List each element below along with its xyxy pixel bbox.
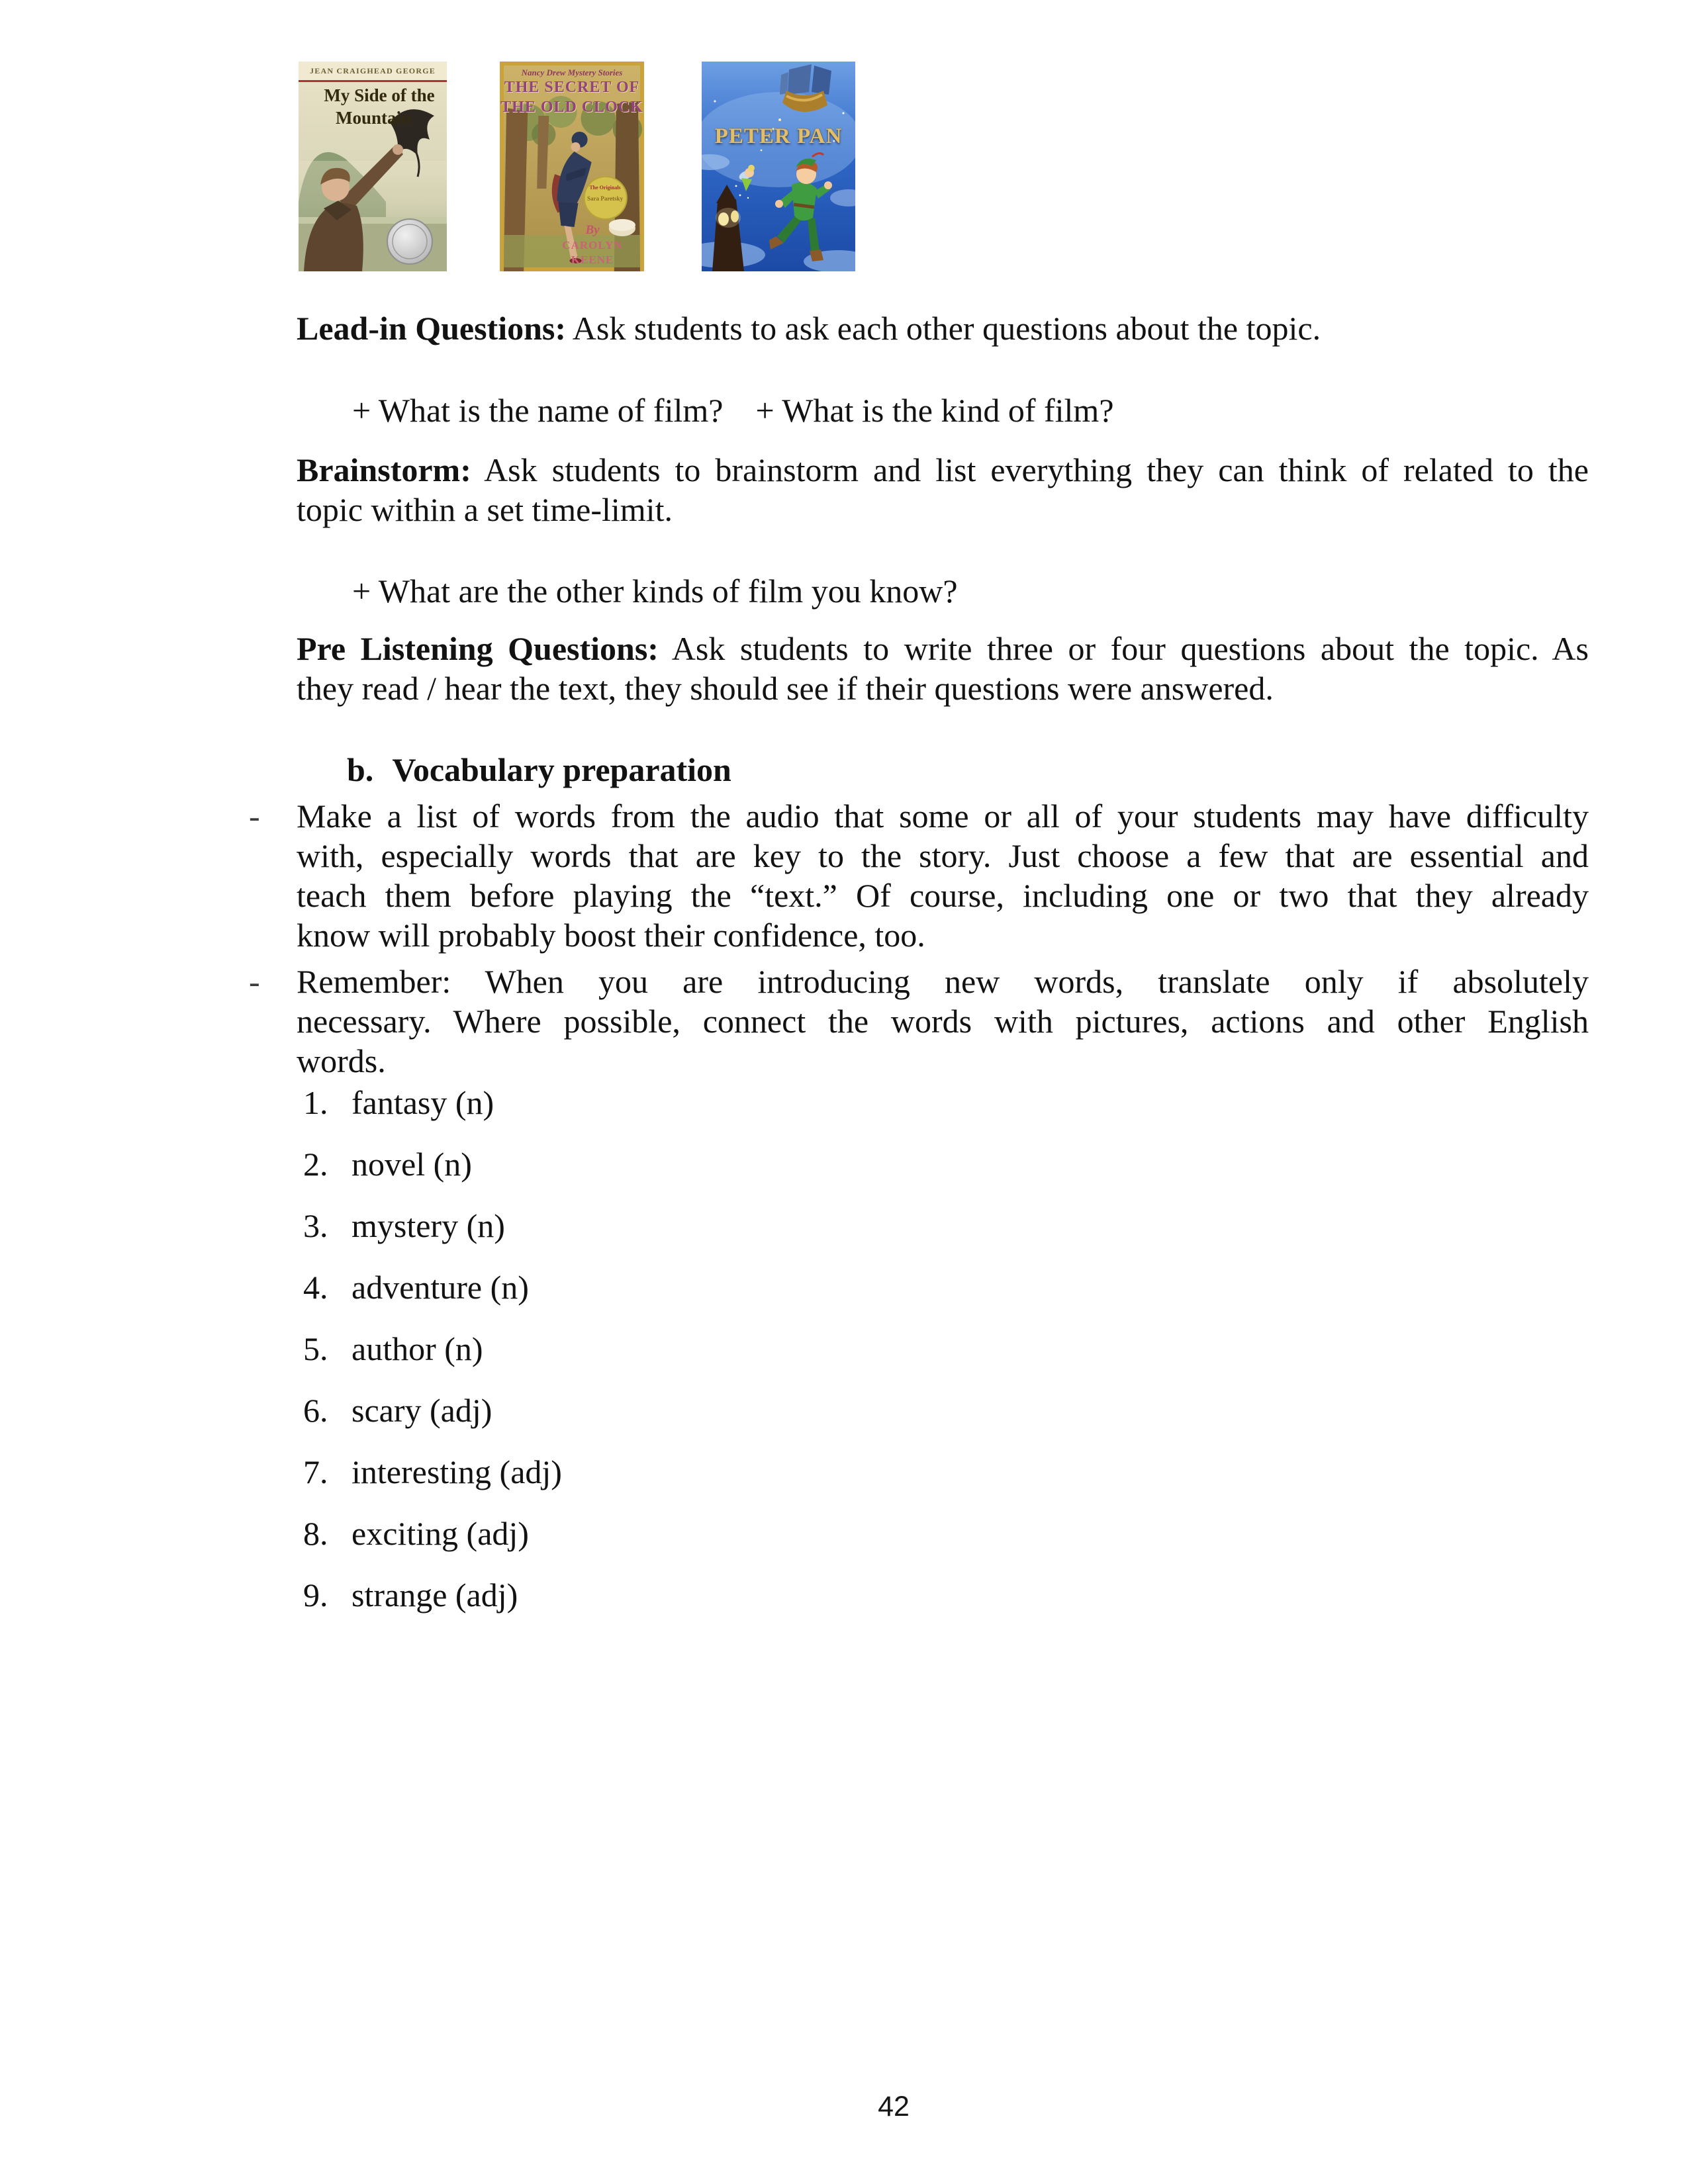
question-other-kinds: [297, 571, 1644, 611]
vocab-item-scary: [297, 1390, 1589, 1430]
lead-in-paragraph: [297, 308, 1589, 348]
vocab-item-strange: [297, 1575, 1589, 1615]
pre-listening-line1-text: Ask students to write three or four questions about the topic. As: [658, 630, 1589, 667]
cover2-author-line1: CAROLYN: [562, 239, 623, 251]
brainstorm-line2: topic within a set time-limit.: [297, 491, 673, 528]
cover1-title-line2: Mountain: [336, 108, 412, 128]
question-name-of-film: + What is the name of film?: [352, 392, 724, 429]
poster-illustration-peter-pan: [702, 62, 855, 271]
dash-bullet: -: [249, 797, 260, 835]
vocab-item-fantasy: [297, 1083, 1589, 1122]
book-cover-my-side-of-the-mountain: [299, 62, 447, 271]
question-other-kinds-text: + What are the other kinds of film you know?: [352, 572, 958, 610]
cover2-title-line1: THE SECRET OF: [504, 79, 640, 96]
brainstorm-paragraph: [297, 450, 1589, 529]
vocab-item-adventure: [297, 1267, 1589, 1307]
vocab-item-exciting: [297, 1514, 1589, 1553]
pre-listening-paragraph: [297, 629, 1589, 708]
question-kind-of-film: + What is the kind of film?: [755, 392, 1114, 429]
cover2-badge-line2: Sara Paretsky: [586, 195, 624, 202]
item-number: 9.: [303, 1576, 328, 1614]
item-number: 6.: [303, 1392, 328, 1429]
item-number: 3.: [303, 1207, 328, 1244]
item-word: mystery (n): [352, 1207, 505, 1244]
brainstorm-line1-text: Ask students to brainstorm and list everything they can think of related to the: [471, 451, 1589, 488]
cover1-title-line1: My Side of the: [324, 85, 435, 105]
bullet1-line3: teach them before playing the “text.” Of course, including one or two that they already: [297, 877, 1589, 914]
vocab-item-mystery: [297, 1206, 1589, 1246]
item-number: 1.: [303, 1084, 328, 1121]
item-word: adventure (n): [352, 1269, 529, 1306]
item-word: interesting (adj): [352, 1453, 562, 1490]
page-number: 42: [878, 2091, 910, 2122]
lead-in-label: Lead-in Questions:: [297, 310, 567, 347]
cover2-title-line2: THE OLD CLOCK: [500, 99, 643, 116]
questions-row: [297, 390, 1644, 430]
book-cover-secret-of-the-old-clock: [500, 62, 644, 271]
item-word: scary (adj): [352, 1392, 492, 1429]
bullet2-line1: Remember: When you are introducing new words, translate only if absolutely: [297, 963, 1589, 1000]
item-number: 7.: [303, 1453, 328, 1490]
bullet1-line4: know will probably boost their confidence, too.: [297, 917, 925, 954]
pre-listening-line1: [297, 629, 1589, 668]
item-number: 4.: [303, 1269, 328, 1306]
item-number: 8.: [303, 1515, 328, 1552]
brainstorm-line1: [297, 450, 1589, 490]
cover3-title: PETER PAN: [714, 124, 843, 148]
item-word: novel (n): [352, 1146, 472, 1183]
brainstorm-label: Brainstorm:: [297, 451, 471, 488]
vocab-item-interesting: [297, 1452, 1589, 1492]
cover2-series-title: Nancy Drew Mystery Stories: [521, 68, 623, 77]
item-number: 2.: [303, 1146, 328, 1183]
bullet1-line1: Make a list of words from the audio that some or all of your students may have difficulty: [297, 797, 1589, 835]
item-word: strange (adj): [352, 1576, 518, 1614]
film-poster-peter-pan: [702, 62, 855, 271]
bullet2-line2: necessary. Where possible, connect the words with pictures, actions and other English: [297, 1003, 1589, 1040]
cover2-by-label: By: [585, 223, 600, 237]
pre-listening-label: Pre Listening Questions:: [297, 630, 659, 667]
lead-in-text: Ask students to ask each other questions about the topic.: [566, 310, 1321, 347]
cover2-badge-line1: The Originals: [589, 185, 621, 191]
bullet-remember: [249, 962, 1589, 1081]
vocab-item-novel: [297, 1144, 1589, 1184]
heading-title: Vocabulary preparation: [392, 751, 731, 788]
dash-bullet: -: [249, 963, 260, 1000]
cover1-author: JEAN CRAIGHEAD GEORGE: [310, 66, 436, 75]
cover2-author-line2: KEENE: [571, 253, 614, 266]
item-word: author (n): [352, 1330, 483, 1367]
vocabulary-list: [297, 1083, 1589, 1637]
heading-letter: b.: [347, 751, 374, 788]
bullet-make-a-list: [249, 796, 1589, 955]
item-number: 5.: [303, 1330, 328, 1367]
vocabulary-preparation-heading: [297, 750, 1639, 790]
pre-listening-line2: they read / hear the text, they should see if their questions were answered.: [297, 670, 1274, 707]
bullet1-line2: with, especially words that are key to the story. Just choose a few that are essential and: [297, 837, 1589, 874]
item-word: exciting (adj): [352, 1515, 529, 1552]
vocab-item-author: [297, 1329, 1589, 1369]
bullet2-line3: words.: [297, 1042, 386, 1079]
item-word: fantasy (n): [352, 1084, 494, 1121]
